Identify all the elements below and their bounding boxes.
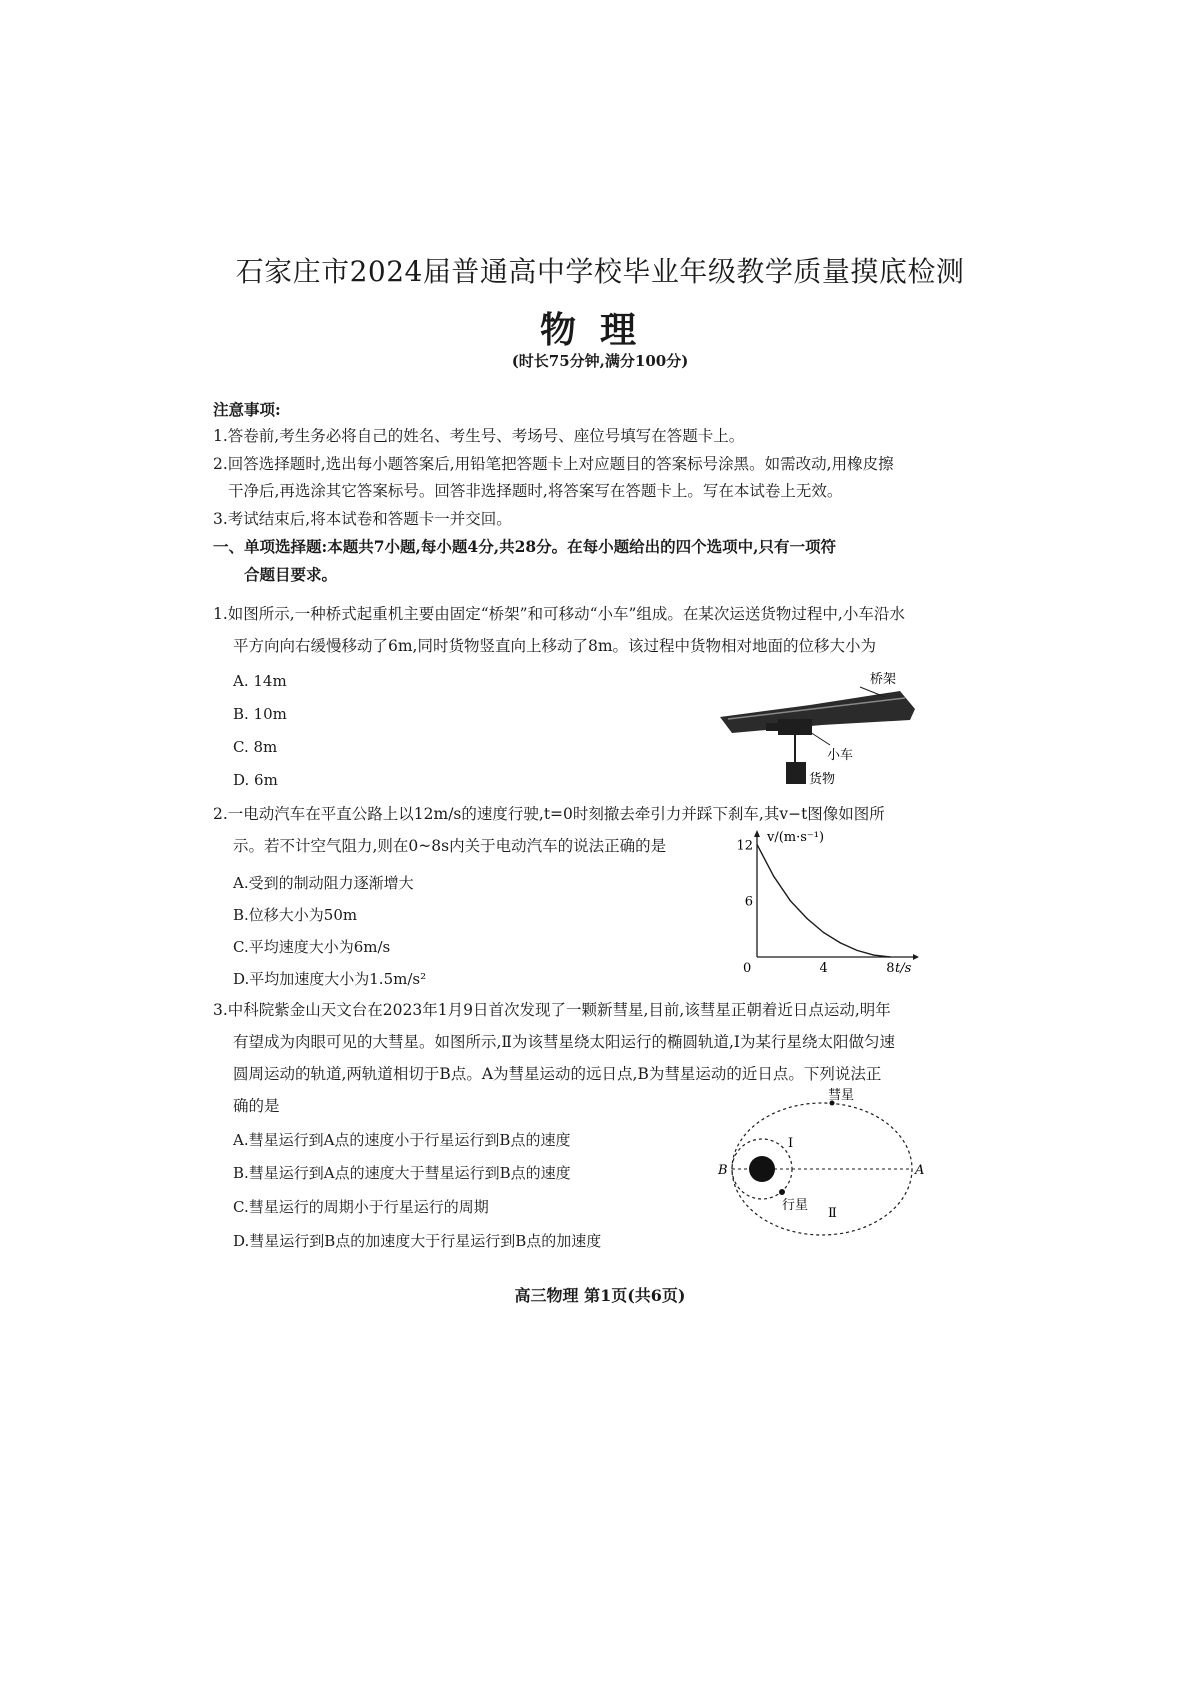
- q1-option-b: B. 10m: [233, 705, 287, 723]
- q3-stem-cont: 有望成为肉眼可见的大彗星。如图所示,Ⅱ为该彗星绕太阳运行的椭圆轨道,Ⅰ为某行星绕太阳做匀速: [233, 1033, 896, 1051]
- q3-stem: 3.中科院紫金山天文台在2023年1月9日首次发现了一颗新彗星,目前,该彗星正朝着近日点运动,明年: [213, 1001, 891, 1019]
- x-tick-4: 4: [819, 961, 828, 975]
- cart-leader: [810, 732, 830, 745]
- subject-title: 物理: [539, 309, 660, 351]
- notice-heading: 注意事项:: [213, 400, 281, 419]
- q1-option-c: C. 8m: [233, 738, 278, 756]
- planet-icon: [779, 1189, 785, 1195]
- velocity-curve: [757, 844, 890, 957]
- q3-option-d: D.彗星运行到B点的加速度大于行星运行到B点的加速度: [233, 1232, 602, 1250]
- exam-duration: (时长75分钟,满分100分): [511, 352, 689, 370]
- y-axis-label: v/(m·s⁻¹): [767, 830, 825, 845]
- velocity-point: [873, 955, 874, 956]
- exam-title: 石家庄市2024届普通高中学校毕业年级教学质量摸底检测: [235, 255, 965, 288]
- velocity-point: [890, 956, 891, 957]
- q3-option-c: C.彗星运行的周期小于行星运行的周期: [233, 1198, 489, 1216]
- bridge-frame: [720, 691, 915, 733]
- q2-option-a: A.受到的制动阻力逐渐增大: [233, 874, 414, 892]
- orbit-i-label: Ⅰ: [788, 1136, 794, 1151]
- section-heading-cont: 合题目要求。: [244, 565, 338, 584]
- cargo-label: 货物: [809, 772, 836, 787]
- q1-option-a: A. 14m: [233, 672, 287, 690]
- point-a-label: A: [915, 1163, 925, 1178]
- x-axis-arrow: [913, 954, 919, 960]
- x-tick-8: 8: [886, 961, 895, 975]
- velocity-point: [840, 942, 841, 943]
- q2-option-c: C.平均速度大小为6m/s: [233, 938, 391, 956]
- point-b-label: B: [718, 1163, 728, 1178]
- orbit-figure: [710, 1085, 940, 1250]
- notice-item: 3.考试结束后,将本试卷和答题卡一并交回。: [213, 510, 512, 528]
- q2-stem-cont: 示。若不计空气阻力,则在0~8s内关于电动汽车的说法正确的是: [233, 837, 667, 855]
- q3-stem-cont: 圆周运动的轨道,两轨道相切于B点。A为彗星运动的远日点,B为彗星运动的近日点。下列说法正: [233, 1065, 882, 1083]
- cargo-box: [786, 762, 806, 784]
- page-footer: 高三物理 第1页(共6页): [514, 1286, 686, 1305]
- q1-stem: 1.如图所示,一种桥式起重机主要由固定“桥架”和可移动“小车”组成。在某次运送货物过程中,小车沿水: [213, 605, 905, 623]
- section-heading: 一、单项选择题:本题共7小题,每小题4分,共28分。在每小题给出的四个选项中,只有一项符: [213, 537, 837, 556]
- notice-item: 1.答卷前,考生务必将自己的姓名、考生号、考场号、座位号填写在答题卡上。: [213, 427, 745, 445]
- sun-icon: [749, 1156, 775, 1182]
- q2-stem: 2.一电动汽车在平直公路上以12m/s的速度行驶,t=0时刻撤去牵引力并踩下刹车,其v−t图像如图所: [213, 805, 885, 823]
- comet-label: 彗星: [828, 1088, 855, 1103]
- bridge-label: 桥架: [870, 672, 897, 687]
- q1-stem-cont: 平方向向右缓慢移动了6m,同时货物竖直向上移动了8m。该过程中货物相对地面的位移大小为: [233, 637, 877, 655]
- origin-label: 0: [743, 961, 752, 975]
- velocity-point: [856, 950, 857, 951]
- crane-figure: [710, 665, 930, 795]
- velocity-point: [773, 876, 774, 877]
- notice-item: 干净后,再选涂其它答案标号。回答非选择题时,将答案写在答题卡上。写在本试卷上无效。: [228, 482, 843, 500]
- q1-option-d: D. 6m: [233, 771, 278, 789]
- cart-label: 小车: [827, 748, 854, 763]
- velocity-point: [790, 900, 791, 901]
- planet-label: 行星: [782, 1198, 809, 1213]
- velocity-point: [806, 918, 807, 919]
- y-tick-6: 6: [744, 894, 753, 910]
- q3-option-a: A.彗星运行到A点的速度小于行星运行到B点的速度: [233, 1131, 571, 1149]
- velocity-point: [823, 932, 824, 933]
- y-tick-12: 12: [736, 838, 753, 854]
- velocity-point: [756, 844, 757, 845]
- orbit-ii-label: Ⅱ: [828, 1206, 837, 1221]
- vt-chart: [735, 825, 920, 975]
- q2-option-d: D.平均加速度大小为1.5m/s²: [233, 970, 427, 988]
- q3-stem-cont: 确的是: [233, 1097, 280, 1115]
- notice-item: 2.回答选择题时,选出每小题答案后,用铅笔把答题卡上对应题目的答案标号涂黑。如需改动,用橡皮擦: [213, 455, 894, 473]
- y-axis-arrow: [754, 830, 760, 837]
- q2-option-b: B.位移大小为50m: [233, 906, 358, 924]
- q3-option-b: B.彗星运行到A点的速度大于彗星运行到B点的速度: [233, 1164, 571, 1182]
- x-axis-label: t/s: [895, 961, 912, 975]
